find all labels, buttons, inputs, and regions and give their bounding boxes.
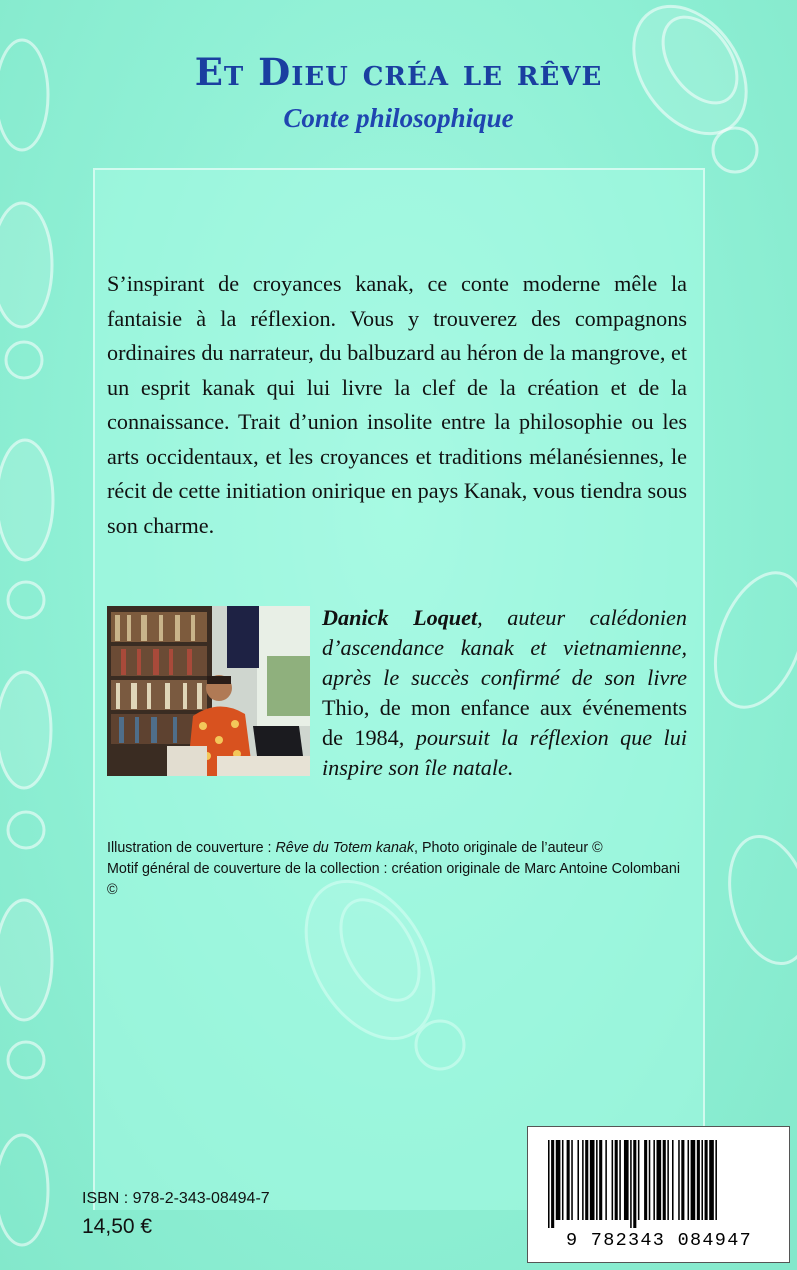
cover-credits bbox=[107, 838, 687, 901]
barcode-bar bbox=[663, 1140, 666, 1220]
author-bio-text-end: , poursuit la réflexion que lui inspire son île natale. bbox=[322, 725, 687, 780]
barcode-bar bbox=[672, 1140, 674, 1220]
barcode-bar bbox=[681, 1140, 684, 1220]
barcode-bar bbox=[567, 1140, 570, 1220]
barcode-bar bbox=[615, 1140, 618, 1220]
barcode-bar bbox=[599, 1140, 602, 1220]
isbn: ISBN : 978-2-343-08494-7 bbox=[82, 1190, 270, 1207]
barcode-bar bbox=[582, 1140, 584, 1220]
book-subtitle: Conte philosophique bbox=[283, 103, 514, 133]
illustration-rest: , Photo originale de l’auteur © bbox=[414, 840, 603, 856]
book-title: Et Dieu créa le rêve bbox=[194, 50, 603, 94]
barcode-bar bbox=[612, 1140, 614, 1220]
illustration-title: Rêve du Totem kanak bbox=[275, 840, 415, 856]
barcode-bar bbox=[624, 1140, 629, 1220]
blurb-paragraph: S’inspirant de croyances kanak, ce conte moderne mêle la fantaisie à la réflexion. Vous y trouverez des compagnons ordinaires du narrateur, du balbuzard au héron de la mangrove, et un esprit kanak qui lui livre la clef de la création et de la connaissance. Trait d’union insolite entre la philosophie ou les arts occidentaux, et les croyances et traditions mélanésiennes, le récit de cette initiation onirique en pays Kanak, vous tiendra sous son charme. bbox=[107, 271, 687, 538]
barcode-bar bbox=[697, 1140, 700, 1220]
barcode-bar bbox=[715, 1140, 717, 1220]
author-book-title: Thio, de mon enfance aux événements de 1984 bbox=[322, 695, 687, 750]
barcode-bar bbox=[605, 1140, 607, 1220]
barcode-bar bbox=[577, 1140, 579, 1220]
author-name: Danick Loquet bbox=[322, 605, 478, 630]
barcode-bar bbox=[678, 1140, 680, 1220]
illustration-credit bbox=[107, 838, 687, 859]
shell-right-lower bbox=[698, 561, 797, 973]
barcode-bar bbox=[644, 1140, 647, 1220]
barcode-bar bbox=[556, 1140, 561, 1220]
barcode-bar bbox=[701, 1140, 703, 1220]
author-photo bbox=[107, 606, 310, 776]
barcode-bar bbox=[638, 1140, 640, 1220]
barcode-bar bbox=[709, 1140, 714, 1220]
barcode-bar bbox=[633, 1140, 636, 1228]
barcode-bar bbox=[551, 1140, 554, 1228]
barcode-bar bbox=[705, 1140, 708, 1220]
barcode-bar bbox=[571, 1140, 573, 1220]
barcode-bar bbox=[562, 1140, 564, 1220]
barcode-icon bbox=[548, 1140, 771, 1228]
barcode-bar bbox=[619, 1140, 621, 1220]
author-bio bbox=[322, 603, 687, 783]
barcode-bar bbox=[649, 1140, 651, 1220]
barcode-bar bbox=[548, 1140, 550, 1228]
barcode-bar bbox=[657, 1140, 662, 1220]
barcode-bar bbox=[590, 1140, 595, 1220]
price: 14,50 € bbox=[82, 1215, 153, 1238]
barcode-box bbox=[527, 1126, 790, 1263]
barcode-bar bbox=[667, 1140, 669, 1220]
author-bio-text: , auteur calédonien d’ascendance kanak et vietnamienne, après le succès confirmé de son livre bbox=[322, 605, 687, 690]
barcode-bar bbox=[691, 1140, 696, 1220]
illustration-label: Illustration de couverture : bbox=[107, 840, 276, 856]
barcode-bar bbox=[688, 1140, 690, 1220]
motif-credit: Motif général de couverture de la collection : création originale de Marc Antoine Colombani © bbox=[107, 861, 680, 898]
barcode-bar bbox=[596, 1140, 598, 1220]
barcode-bar bbox=[653, 1140, 655, 1220]
barcode-bar bbox=[630, 1140, 632, 1228]
barcode-bar bbox=[585, 1140, 588, 1220]
barcode-number: 9 782343 084947 bbox=[565, 1230, 753, 1251]
